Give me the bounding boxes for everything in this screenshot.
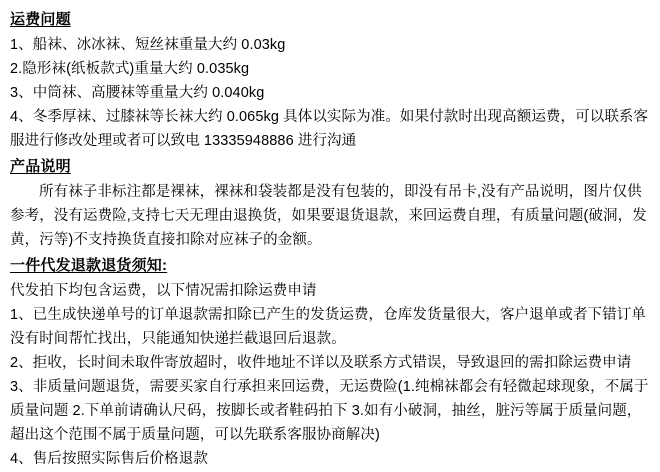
refund-item-4: 4、售后按照实际售后价格退款 [10,451,208,467]
shipping-item-2: 2.隐形袜(纸板款式)重量大约 0.035kg [10,61,250,77]
refund-item-2: 2、拒收，长时间未取件寄放超时，收件地址不详以及联系方式错误，导致退回的需扣除运费申请 [10,355,632,371]
shipping-item-4: 4、冬季厚袜、过膝袜等长袜大约 0.065kg 具体以实际为准。如果付款时出现高额运费，可以联系客服进行修改处理或者可以致电 13335948886 进行沟通 [10,109,649,149]
section-heading-shipping: 运费问题 [10,11,71,28]
section-heading-refund-policy: 一件代发退款退货须知: [10,257,168,274]
section-heading-product-description: 产品说明 [10,158,71,175]
refund-intro: 代发拍下均包含运费，以下情况需扣除运费申请 [10,283,317,299]
section-shipping [10,8,650,153]
refund-item-3: 3、非质量问题退货，需要买家自行承担来回运费，无运费险(1.纯棉袜都会有轻微起球现象，不属于质量问题 2.下单前请确认尺码，按脚长或者鞋码拍下 3.如有小破洞，抽丝，脏污等属于质量问题，超出这个范围不属于质量问题，可以先联系客服协商解决) [10,379,649,443]
shipping-item-3: 3、中筒袜、高腰袜等重量大约 0.040kg [10,85,265,101]
refund-item-1: 1、已生成快递单号的订单退款需扣除已产生的发货运费，仓库发货量很大，客户退单或者下错订单没有时间帮忙找出，只能通知快递拦截退回后退款。 [10,307,646,347]
product-description-text: 所有袜子非标注都是裸袜，裸袜和袋装都是没有包装的，即没有吊卡,没有产品说明，图片仅供参考，没有运费险,支持七天无理由退换货，如果要退货退款，来回运费自理，有质量问题(破洞，发黄，污等)不支持换货直接扣除对应袜子的金额。 [10,184,647,248]
shipping-item-1: 1、船袜、冰冰袜、短丝袜重量大约 0.03kg [10,37,286,53]
section-product-description [10,155,650,252]
section-refund-policy [10,254,650,471]
